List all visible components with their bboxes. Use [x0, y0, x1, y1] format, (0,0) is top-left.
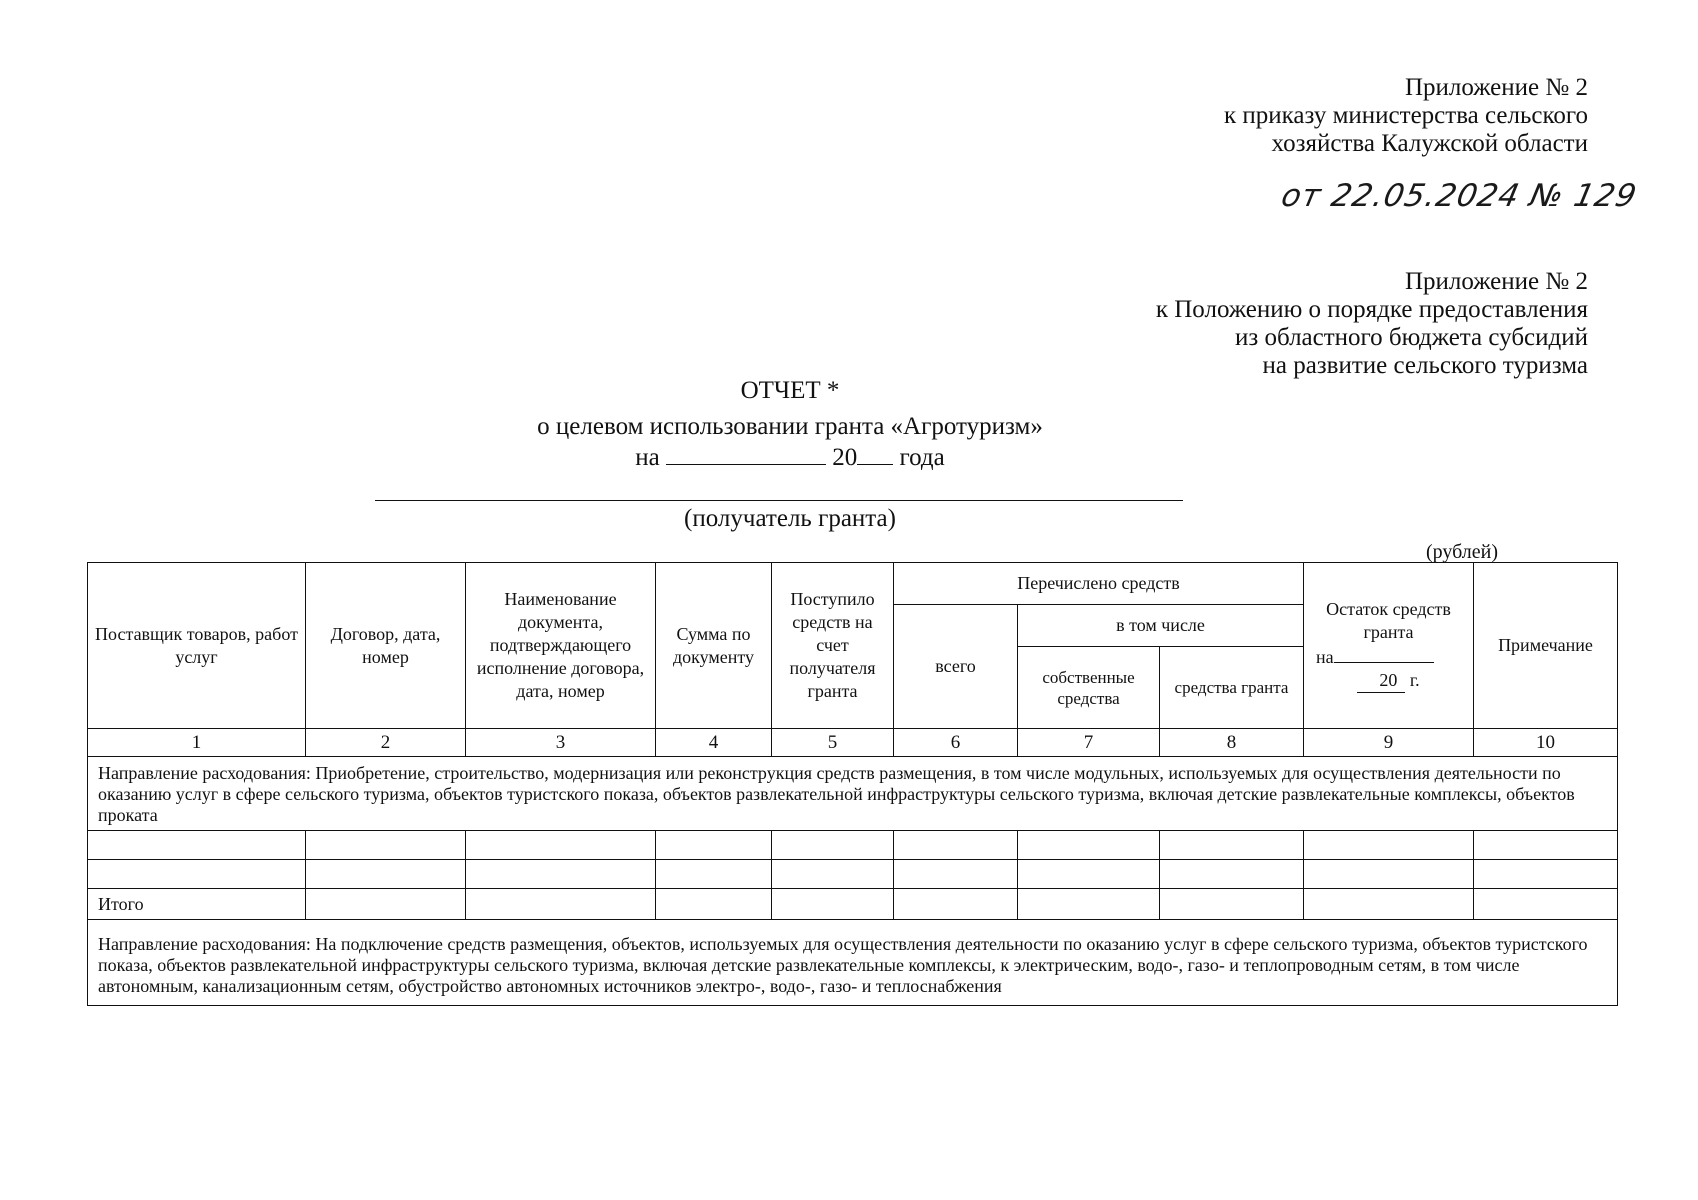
- table-cell[interactable]: [466, 889, 656, 920]
- expense-direction-2: Направление расходования: На подключение средств размещения, объектов, используемых для осуществления деятельности по оказанию услуг в сфере сельского туризма, объектов туристского показа, объектов развлекательной инфраструктуры сельского туризма, включая детские развлекательные комплексы, к электрическим, водо-, газо- и теплопроводным сетям, в том числе автономным, канализационным сетям, обустройство автономных источников электро-, водо-, газо- и теплоснабжения: [88, 920, 1618, 1006]
- table-cell[interactable]: [1474, 889, 1618, 920]
- table-cell[interactable]: [466, 831, 656, 860]
- header-amount: Сумма по документу: [656, 563, 772, 729]
- header-including: в том числе: [1018, 605, 1304, 647]
- report-title: ОТЧЕТ *: [740, 377, 840, 404]
- period-year: 20: [832, 444, 858, 471]
- expense-direction-1: Направление расходования: Приобретение, строительство, модернизация или реконструкция средств размещения, в том числе модульных, используемых для осуществления деятельности по оказанию услуг в сфере сельского туризма, объектов туристского показа, объектов развлекательной инфраструктуры сельского туризма, включая детские развлекательные комплексы, объектов проката: [88, 757, 1618, 831]
- header-own-funds: собственные средства: [1018, 647, 1160, 729]
- regulation-appendix-line4: на развитие сельского туризма: [1262, 352, 1588, 379]
- regulation-appendix-line2: к Положению о порядке предоставления: [1155, 296, 1588, 323]
- table-cell[interactable]: [656, 831, 772, 860]
- table-cell[interactable]: [1018, 831, 1160, 860]
- table-cell[interactable]: [1018, 860, 1160, 889]
- remainder-title: Остаток средств гранта: [1326, 599, 1451, 642]
- table-cell[interactable]: [894, 889, 1018, 920]
- column-number: 5: [772, 729, 894, 757]
- table-row: [88, 860, 1618, 889]
- remainder-year-row: [1308, 669, 1469, 693]
- grant-usage-table: [87, 562, 1618, 1006]
- table-cell[interactable]: [894, 831, 1018, 860]
- regulation-appendix-number: Приложение № 2: [1404, 268, 1588, 295]
- report-subtitle: о целевом использовании гранта «Агротуризм»: [537, 413, 1043, 440]
- recipient-caption: (получатель гранта): [684, 505, 896, 532]
- column-number: 2: [306, 729, 466, 757]
- table-cell[interactable]: [1304, 889, 1474, 920]
- column-number: 3: [466, 729, 656, 757]
- remainder-on: [1308, 644, 1469, 669]
- table-cell[interactable]: [1474, 831, 1618, 860]
- table-cell[interactable]: [306, 831, 466, 860]
- regulation-appendix-header: [1156, 268, 1588, 380]
- table-cell[interactable]: [656, 889, 772, 920]
- column-number: 4: [656, 729, 772, 757]
- remainder-date-blank[interactable]: [1334, 644, 1434, 663]
- total-label: Итого: [88, 889, 306, 920]
- remainder-on-label: на: [1316, 647, 1334, 667]
- header-supplier: Поставщик товаров, работ услуг: [88, 563, 306, 729]
- header-remainder: [1304, 563, 1474, 729]
- column-number: 8: [1160, 729, 1304, 757]
- header-received: Поступило средств на счет получателя гранта: [772, 563, 894, 729]
- header-transferred-total: всего: [894, 605, 1018, 729]
- recipient-blank-line[interactable]: [375, 500, 1183, 501]
- header-note: Примечание: [1474, 563, 1618, 729]
- units-label: (рублей): [1425, 541, 1498, 563]
- column-number: 9: [1304, 729, 1474, 757]
- table-cell[interactable]: [772, 831, 894, 860]
- header-document: Наименование документа, подтверждающего исполнение договора, дата, номер: [466, 563, 656, 729]
- order-appendix-line2: к приказу министерства сельского: [1223, 102, 1588, 129]
- order-appendix-number: Приложение № 2: [1404, 74, 1588, 101]
- table-cell[interactable]: [1474, 860, 1618, 889]
- table-cell[interactable]: [88, 831, 306, 860]
- table-cell[interactable]: [656, 860, 772, 889]
- header-transferred: Перечислено средств: [894, 563, 1304, 605]
- table-cell[interactable]: [1160, 831, 1304, 860]
- total-row: [88, 889, 1618, 920]
- table-cell[interactable]: [1160, 860, 1304, 889]
- column-number: 1: [88, 729, 306, 757]
- handwritten-order-reference: от 22.05.2024 № 129: [1277, 178, 1640, 214]
- order-appendix-line3: хозяйства Калужской области: [1271, 130, 1588, 157]
- regulation-appendix-line3: из областного бюджета субсидий: [1234, 324, 1588, 351]
- table-cell[interactable]: [1304, 831, 1474, 860]
- table-cell[interactable]: [894, 860, 1018, 889]
- period-date-blank[interactable]: [666, 440, 826, 465]
- table-cell[interactable]: [306, 860, 466, 889]
- header-grant-funds: средства гранта: [1160, 647, 1304, 729]
- table-cell[interactable]: [772, 860, 894, 889]
- period-prefix: на: [635, 444, 660, 471]
- remainder-year: 20: [1357, 669, 1405, 693]
- table-cell[interactable]: [772, 889, 894, 920]
- period-year-blank[interactable]: [857, 440, 893, 465]
- column-number: 7: [1018, 729, 1160, 757]
- table-cell[interactable]: [1304, 860, 1474, 889]
- header-contract: Договор, дата, номер: [306, 563, 466, 729]
- column-number: 6: [894, 729, 1018, 757]
- period-suffix: года: [899, 444, 945, 471]
- table-cell[interactable]: [466, 860, 656, 889]
- order-appendix-header: [1224, 74, 1588, 158]
- report-period: [0, 440, 1580, 475]
- table-row: [88, 831, 1618, 860]
- table-cell[interactable]: [1160, 889, 1304, 920]
- remainder-suffix: г.: [1409, 670, 1420, 690]
- table-cell[interactable]: [88, 860, 306, 889]
- table-cell[interactable]: [1018, 889, 1160, 920]
- column-number: 10: [1474, 729, 1618, 757]
- table-cell[interactable]: [306, 889, 466, 920]
